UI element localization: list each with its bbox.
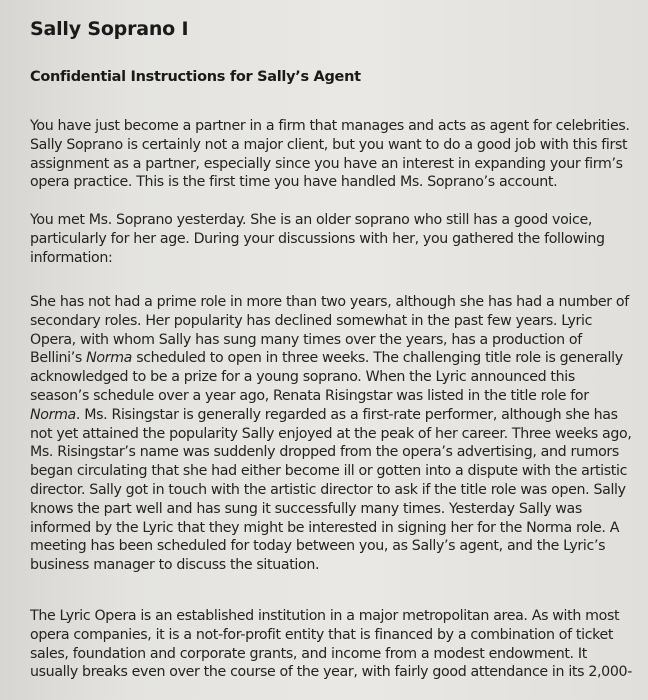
text-line: assignment as a partner, especially since you have an interest in expanding your firm’s bbox=[30, 155, 623, 172]
text-line: not yet attained the popularity Sally enjoyed at the peak of her career. Three weeks ago, bbox=[30, 425, 632, 442]
text-line: Sally Soprano is certainly not a major client, but you want to do a good job with this first bbox=[30, 136, 628, 153]
text-line: knows the part well and has sung it successfully many times. Yesterday Sally was bbox=[30, 500, 582, 517]
text-line: secondary roles. Her popularity has declined somewhat in the past few years. Lyric bbox=[30, 312, 593, 329]
text-line: Bellini’s Norma scheduled to open in three weeks. The challenging title role is generally bbox=[30, 350, 623, 367]
text-line: She has not had a prime role in more than two years, although she has had a number of bbox=[30, 294, 629, 310]
text-line: information: bbox=[30, 249, 113, 266]
text-line: Opera, with whom Sally has sung many times over the years, has a production of bbox=[30, 331, 582, 348]
text-line: Norma. Ms. Risingstar is generally regarded as a first-rate performer, although she has bbox=[30, 406, 618, 423]
paragraph-3 bbox=[30, 293, 630, 575]
text-line: You have just become a partner in a firm that manages and acts as agent for celebrities. bbox=[30, 118, 630, 134]
text-line: particularly for her age. During your discussions with her, you gathered the following bbox=[30, 230, 605, 247]
text-line: The Lyric Opera is an established institution in a major metropolitan area. As with most bbox=[30, 608, 620, 624]
text-line: began circulating that she had either become ill or gotten into a dispute with the artistic bbox=[30, 463, 628, 480]
text-line: You met Ms. Soprano yesterday. She is an older soprano who still has a good voice, bbox=[30, 212, 592, 228]
text-line: meeting has been scheduled for today between you, as Sally’s agent, and the Lyric’s bbox=[30, 538, 606, 555]
text-line: opera practice. This is the first time you have handled Ms. Soprano’s account. bbox=[30, 174, 558, 191]
paragraph-4 bbox=[30, 607, 630, 682]
text-line: informed by the Lyric that they might be interested in signing her for the Norma role. A bbox=[30, 519, 620, 536]
text-line: opera companies, it is a not-for-profit entity that is financed by a combination of ticket bbox=[30, 626, 614, 643]
document-title: Sally Soprano I bbox=[30, 18, 189, 40]
document-subtitle: Confidential Instructions for Sally’s Agent bbox=[30, 69, 361, 85]
text-line: business manager to discuss the situation. bbox=[30, 557, 320, 574]
text-line: director. Sally got in touch with the artistic director to ask if the title role was open. Sally bbox=[30, 481, 626, 498]
text-line: acknowledged to be a prize for a young soprano. When the Lyric announced this bbox=[30, 369, 575, 386]
text-line: sales, foundation and corporate grants, and income from a modest endowment. It bbox=[30, 645, 587, 662]
text-line: usually breaks even over the course of the year, with fairly good attendance in its 2,000- bbox=[30, 664, 632, 681]
paragraph-2 bbox=[30, 211, 630, 267]
paragraph-1 bbox=[30, 117, 630, 192]
text-line: Ms. Risingstar’s name was suddenly dropped from the opera’s advertising, and rumors bbox=[30, 444, 619, 461]
text-line: season’s schedule over a year ago, Renata Risingstar was listed in the title role for bbox=[30, 387, 589, 404]
